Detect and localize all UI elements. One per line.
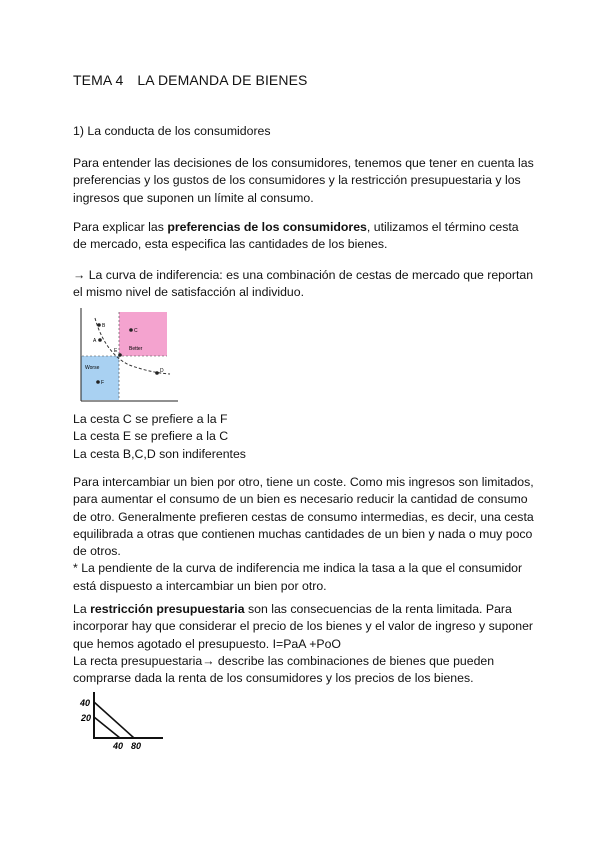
text-line: de otro. Generalmente prefieren cestas de consumo intermedias, es decir, una cesta (73, 509, 534, 524)
point-c-marker (129, 328, 133, 332)
paragraph-preferences (73, 219, 533, 254)
better-region (119, 312, 167, 356)
topic-number: TEMA 4 (73, 72, 124, 88)
text-line: el mismo nivel de satisfacción al individuo. (73, 285, 305, 300)
text-line: para aumentar el consumo de un bien es necesario reducir la cantidad de consumo (73, 492, 528, 507)
text-span: son las consecuencias de la renta limitada. Para (244, 602, 512, 616)
indifference-curve-figure (72, 306, 184, 406)
paragraph-exchange-cost (73, 474, 533, 595)
text-line: ingresos que suponen un límite al consumo. (73, 190, 314, 205)
text-line: incorporar hay que considerar el precio de los bienes y el valor de ingreso y suponer (73, 619, 534, 634)
budget-line-figure (78, 690, 170, 756)
text-span: La (73, 602, 91, 616)
text-line: → La curva de indiferencia: es una combinación de cestas de mercado que reportan (73, 268, 534, 282)
section-heading: 1) La conducta de los consumidores (73, 124, 271, 138)
topic-name: LA DEMANDA DE BIENES (137, 72, 308, 88)
point-a-label: A (93, 338, 97, 344)
text-line: equilibrada a otras que contienen muchas cantidades de un bien y nada o muy poco (73, 526, 533, 541)
point-b-marker (97, 323, 101, 327)
text-span: Para explicar las (73, 220, 168, 234)
bold-term-budget-constraint: restricción presupuestaria (90, 602, 245, 616)
point-f-label: F (101, 380, 105, 386)
point-b-label: B (102, 323, 106, 329)
text-line: La recta presupuestaria→ describe las combinaciones de bienes que pueden (73, 653, 495, 668)
text-line (73, 219, 533, 236)
point-d-marker (155, 371, 159, 375)
text-line: * La pendiente de la curva de indiferencia me indica la tasa a la que el consumidor (73, 561, 523, 576)
statement-line: La cesta E se prefiere a la C (73, 429, 229, 444)
text-line: de mercado, esta especifica las cantidades de los bienes. (73, 237, 388, 252)
worse-region (81, 356, 119, 400)
paragraph-intro (73, 155, 533, 207)
budget-axes (94, 692, 163, 738)
point-d-label: D (160, 368, 164, 374)
basket-statements (73, 411, 533, 463)
x-tick-label-40: 40 (113, 741, 124, 751)
text-line: de otros. (73, 544, 121, 559)
point-c-label: C (134, 328, 138, 334)
paragraph-budget-constraint (73, 601, 533, 687)
paragraph-indifference-curve (73, 267, 533, 302)
page-title (73, 72, 307, 88)
text-line: Para intercambiar un bien por otro, tiene un coste. Como mis ingresos son limitados, (73, 475, 534, 489)
statement-line: La cesta C se prefiere a la F (73, 412, 228, 426)
point-a-marker (98, 338, 102, 342)
y-tick-label-40: 40 (80, 698, 91, 708)
text-line (73, 601, 533, 618)
bold-term-preferences: preferencias de los consumidores (167, 220, 367, 234)
text-line: comprarse dada la renta de los consumidores y los precios de los bienes. (73, 671, 474, 686)
budget-line-b (94, 717, 120, 738)
point-e-label: E (114, 348, 118, 354)
statement-line: La cesta B,C,D son indiferentes (73, 446, 246, 461)
worse-label: Worse (85, 365, 100, 371)
better-label: Better (129, 346, 143, 352)
text-line: que hemos agotado el presupuesto. I=PaA +PoO (73, 636, 341, 651)
point-e-marker (118, 353, 122, 357)
y-tick-label-20: 20 (81, 713, 92, 723)
text-line: preferencias y los gustos de los consumidores y la restricción presupuestaria y los (73, 173, 521, 188)
text-line: está dispuesto a intercambiar un bien por otro. (73, 578, 327, 593)
x-tick-label-80: 80 (131, 741, 142, 751)
point-f-marker (96, 380, 100, 384)
text-line: Para entender las decisiones de los consumidores, tenemos que tener en cuenta las (73, 156, 534, 170)
text-span: , utilizamos el término cesta (366, 220, 519, 234)
